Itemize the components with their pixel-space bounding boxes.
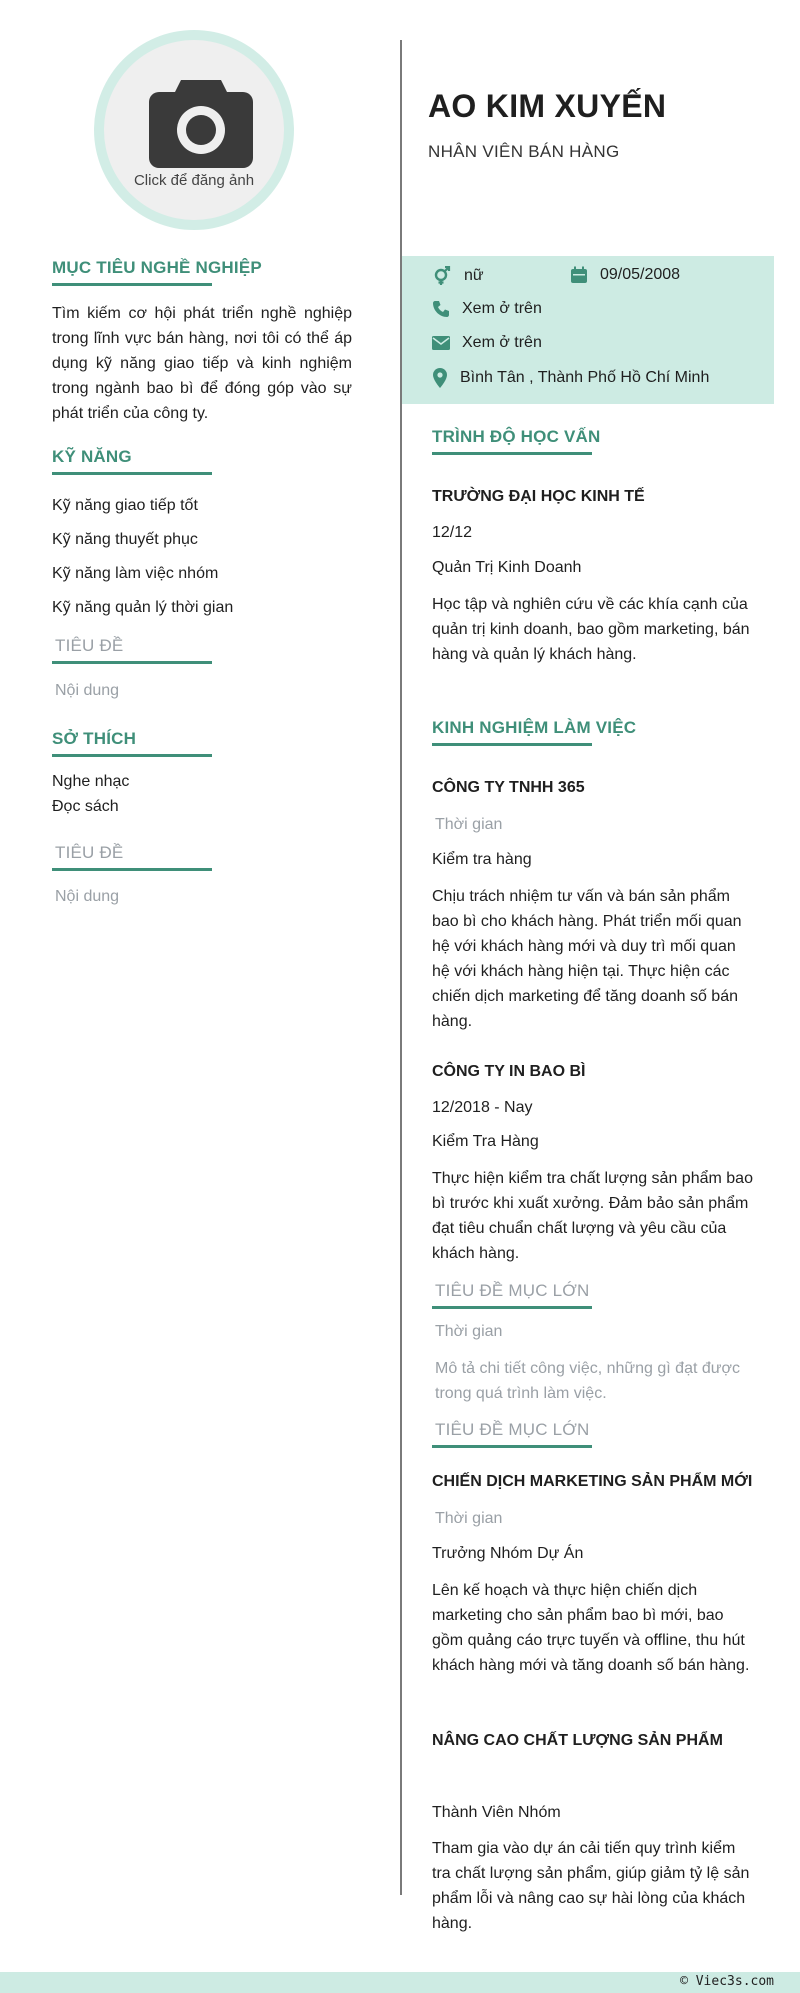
email-row bbox=[432, 334, 542, 352]
skills-list bbox=[52, 489, 352, 625]
list-item: Kỹ năng giao tiếp tốt bbox=[52, 497, 198, 514]
job-time[interactable]: Thời gian bbox=[435, 816, 503, 833]
section-underline bbox=[432, 1445, 592, 1448]
candidate-name: AO KIM XUYẾN bbox=[428, 88, 667, 124]
section-underline bbox=[52, 661, 212, 664]
birthdate-value: 09/05/2008 bbox=[600, 266, 681, 283]
custom-title-2[interactable]: TIÊU ĐỀ bbox=[55, 843, 124, 862]
experience-section bbox=[432, 718, 754, 746]
footer-bar bbox=[0, 1972, 800, 1993]
list-item: Kỹ năng làm việc nhóm bbox=[52, 565, 219, 582]
birthdate-row bbox=[570, 266, 680, 284]
custom-text-2[interactable]: Nội dung bbox=[55, 888, 120, 905]
avatar-caption: Click để đăng ảnh bbox=[133, 172, 255, 189]
camera-icon bbox=[147, 76, 255, 168]
hobbies-title: SỞ THÍCH bbox=[52, 729, 137, 748]
custom-section-1[interactable] bbox=[52, 636, 352, 664]
section-underline bbox=[52, 754, 212, 757]
school-name: TRƯỜNG ĐẠI HỌC KINH TẾ bbox=[432, 488, 645, 505]
hobbies-section bbox=[52, 729, 352, 757]
footer-watermark: © Viec3s.com bbox=[680, 1974, 774, 1989]
big-section-1[interactable] bbox=[432, 1281, 754, 1309]
big-section-2[interactable] bbox=[432, 1420, 754, 1448]
project-desc: Lên kế hoạch và thực hiện chiến dịch marketing cho sản phẩm bao bì mới, bao gồm quảng cáo trực tuyến và offline, thu hút khách hàng mới và tăng doanh số bán hàng. bbox=[432, 1582, 750, 1674]
email-value: Xem ở trên bbox=[462, 334, 542, 351]
project-name: CHIẾN DỊCH MARKETING SẢN PHẨM MỚI bbox=[432, 1473, 753, 1490]
gender-value: nữ bbox=[464, 267, 484, 284]
objective-text: Tìm kiếm cơ hội phát triển nghề nghiệp trong lĩnh vực bán hàng, nơi tôi có thể áp dụng kỹ năng giao tiếp và kinh nghiệm trong ngành bao bì để đóng góp vào sự phát triển của công ty. bbox=[52, 305, 352, 422]
custom-section-2[interactable] bbox=[52, 843, 352, 871]
skills-section bbox=[52, 447, 352, 475]
calendar-icon bbox=[570, 266, 588, 284]
job-position: Kiểm tra hàng bbox=[432, 851, 532, 868]
section-underline bbox=[432, 1306, 592, 1309]
job-title: NHÂN VIÊN BÁN HÀNG bbox=[428, 142, 620, 161]
section-underline bbox=[52, 472, 212, 475]
experience-title: KINH NGHIỆM LÀM VIỆC bbox=[432, 718, 637, 737]
address-row bbox=[432, 368, 709, 388]
custom-title-1[interactable]: TIÊU ĐỀ bbox=[55, 636, 124, 655]
contact-info-box bbox=[402, 256, 774, 404]
big-section-1-desc[interactable]: Mô tả chi tiết công việc, những gì đạt được trong quá trình làm việc. bbox=[435, 1360, 740, 1402]
education-desc: Học tập và nghiên cứu về các khía cạnh của quản trị kinh doanh, bao gồm marketing, bán hàng và quản lý khách hàng. bbox=[432, 596, 750, 663]
avatar-placeholder[interactable] bbox=[104, 40, 284, 220]
job-company: CÔNG TY IN BAO BÌ bbox=[432, 1063, 586, 1080]
job-company: CÔNG TY TNHH 365 bbox=[432, 779, 585, 796]
phone-icon bbox=[432, 300, 450, 318]
skills-title: KỸ NĂNG bbox=[52, 447, 132, 466]
phone-row bbox=[432, 300, 542, 318]
big-section-1-time[interactable]: Thời gian bbox=[435, 1323, 503, 1340]
section-underline bbox=[52, 868, 212, 871]
education-title: TRÌNH ĐỘ HỌC VẤN bbox=[432, 427, 601, 446]
big-section-2-title[interactable]: TIÊU ĐỀ MỤC LỚN bbox=[435, 1420, 590, 1439]
envelope-icon bbox=[432, 335, 450, 351]
custom-text-1[interactable]: Nội dung bbox=[55, 682, 120, 699]
phone-value: Xem ở trên bbox=[462, 300, 542, 317]
objective-section bbox=[52, 258, 352, 286]
list-item: Nghe nhạc bbox=[52, 773, 130, 790]
job-time: 12/2018 - Nay bbox=[432, 1099, 533, 1116]
section-underline bbox=[432, 452, 592, 455]
education-major: Quản Trị Kinh Doanh bbox=[432, 559, 582, 576]
education-time: 12/12 bbox=[432, 524, 473, 541]
gender-icon bbox=[432, 266, 452, 286]
address-value: Bình Tân , Thành Phố Hồ Chí Minh bbox=[460, 369, 710, 386]
project-desc: Tham gia vào dự án cải tiến quy trình kiểm tra chất lượng sản phẩm, giúp giảm tỷ lệ sản phẩm lỗi và nâng cao sự hài lòng của khách hàng. bbox=[432, 1840, 750, 1932]
job-position: Kiểm Tra Hàng bbox=[432, 1133, 539, 1150]
education-section bbox=[432, 427, 754, 455]
project-name: NÂNG CAO CHẤT LƯỢNG SẢN PHẨM bbox=[432, 1732, 723, 1749]
list-item: Kỹ năng quản lý thời gian bbox=[52, 599, 234, 616]
objective-title: MỤC TIÊU NGHỀ NGHIỆP bbox=[52, 258, 262, 277]
gender-row bbox=[432, 266, 484, 286]
list-item: Kỹ năng thuyết phục bbox=[52, 531, 198, 548]
job-desc: Chịu trách nhiệm tư vấn và bán sản phẩm bao bì cho khách hàng. Phát triển mối quan hệ với khách hàng mới và duy trì mối quan hệ với khách hàng hiện tại. Thực hiện các chiến dịch marketing để tăng doanh số bán hàng. bbox=[432, 888, 742, 1030]
project-role: Thành Viên Nhóm bbox=[432, 1804, 561, 1821]
avatar[interactable] bbox=[94, 30, 294, 230]
section-underline bbox=[432, 743, 592, 746]
section-underline bbox=[52, 283, 212, 286]
hobbies-list bbox=[52, 769, 352, 819]
list-item: Đọc sách bbox=[52, 798, 119, 815]
project-role: Trưởng Nhóm Dự Án bbox=[432, 1545, 584, 1562]
job-desc: Thực hiện kiểm tra chất lượng sản phẩm bao bì trước khi xuất xưởng. Đảm bảo sản phẩm đạt tiêu chuẩn chất lượng và yêu cầu của khách hàng. bbox=[432, 1170, 753, 1262]
location-pin-icon bbox=[432, 368, 448, 388]
big-section-1-title[interactable]: TIÊU ĐỀ MỤC LỚN bbox=[435, 1281, 590, 1300]
project-time[interactable]: Thời gian bbox=[435, 1510, 503, 1527]
